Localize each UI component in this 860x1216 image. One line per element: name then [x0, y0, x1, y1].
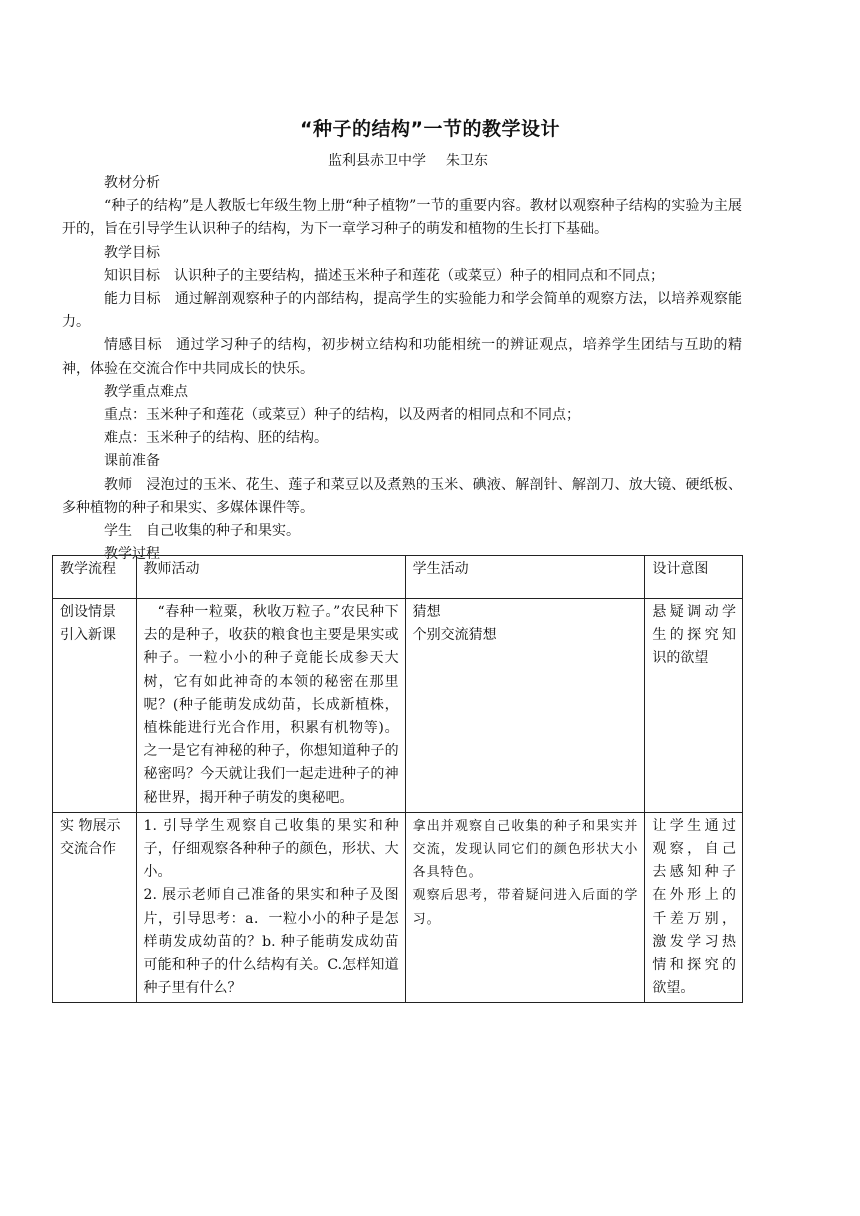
header-flow: 教学流程 [53, 556, 137, 599]
cell-teacher [136, 812, 405, 1003]
teacher-text-1: 1. 引导学生观察自己收集的果实和种子，仔细观察各种种子的颜色，形状、大小。 [143, 817, 399, 881]
cell-flow: 创设情景引入新课 [53, 599, 137, 813]
student-text-2: 观察后思考，带着疑问进入后面的学习。 [412, 888, 639, 927]
goal-ability [62, 288, 742, 334]
cell-student [405, 812, 645, 1003]
header-intent: 设计意图 [645, 556, 743, 599]
cell-student [405, 599, 645, 813]
analysis-paragraph: “种子的结构”是人教版七年级生物上册“种子植物”一节的重要内容。教材以观察种子结构的实验为主展开的，旨在引导学生认识种子的结构，为下一章学习种子的萌发和植物的生长打下基础。 [62, 198, 742, 238]
section-heading-keypoints: 教学重点难点 [104, 383, 188, 400]
student-text-2: 个别交流猜想 [412, 627, 497, 644]
teacher-text: “春种一粒粟，秋收万粒子。”农民种下去的是种子，收获的粮食也主要是果实或种子。一粒小小的种子竟能长成参天大树，它有如此神奇的本领的秘密在那里呢？(种子能萌发成幼苗，长成新植株，植株能进行光合作用，积累有机物等)。之一是它有神秘的种子，你想知道种子的秘密吗？今天就让我们一起走进种子的神秘世界，揭开种子萌发的奥秘吧。 [143, 604, 399, 806]
goal-emotion-text: 通过学习种子的结构，初步树立结构和功能相统一的辨证观点，培养学生团结与互助的精神，体验在交流合作中共同成长的快乐。 [62, 337, 743, 377]
student-text-1: 猜想 [412, 604, 441, 620]
table-row [53, 599, 743, 813]
prep-teacher-text: 浸泡过的玉米、花生、莲子和菜豆以及煮熟的玉米、碘液、解剖针、解剖刀、放大镜、硬纸板、多种植物的种子和果实、多媒体课件等。 [62, 476, 743, 516]
section-heading-goals: 教学目标 [104, 244, 160, 261]
cell-flow: 实 物展示交流合作 [53, 812, 137, 1003]
goal-ability-text: 通过解剖观察种子的内部结构，提高学生的实验能力和学会简单的观察方法，以培养观察能力。 [62, 291, 743, 331]
table-row [53, 812, 743, 1003]
table-header-row [53, 556, 743, 599]
cell-teacher [136, 599, 405, 813]
goal-knowledge [62, 265, 742, 288]
section-heading-process: 教学过程 [104, 546, 160, 563]
prep-student-label: 学生 [104, 523, 132, 540]
goal-emotion-label: 情感目标 [104, 337, 163, 354]
page-title: “种子的结构”一节的教学设计 [300, 118, 560, 140]
process-table [52, 555, 743, 1003]
keypoint-paragraph: 重点：玉米种子和莲花（或菜豆）种子的结构，以及两者的相同点和不同点； [104, 407, 580, 424]
student-text-1: 拿出并观察自己收集的种子和果实并交流，发现认同它们的颜色形状大小各具特色。 [412, 818, 639, 881]
goal-emotion [62, 334, 742, 380]
header-student: 学生活动 [405, 556, 645, 599]
difficulty-paragraph: 难点：玉米种子的结构、胚的结构。 [104, 430, 328, 447]
document-body [62, 172, 742, 566]
header-teacher: 教师活动 [136, 556, 405, 599]
goal-knowledge-label: 知识目标 [104, 267, 160, 284]
goal-ability-label: 能力目标 [104, 291, 161, 308]
section-heading-analysis: 教材分析 [104, 175, 160, 191]
teacher-text-2: 2. 展示老师自己准备的果实和种子及图片，引导思考：a．一粒小小的种子是怎样萌发成幼苗的？b. 种子能萌发成幼苗可能和种子的什么结构有关。C.怎样知道种子里有什么？ [143, 887, 399, 997]
author-line [0, 150, 816, 170]
prep-student [62, 520, 742, 543]
prep-teacher [62, 474, 742, 520]
prep-student-text: 自己收集的种子和果实。 [146, 523, 300, 540]
author-school: 监利县赤卫中学 [328, 153, 426, 169]
cell-intent: 悬疑调动学生的探究知识的欲望 [645, 599, 743, 813]
prep-teacher-label: 教师 [104, 476, 133, 493]
goal-knowledge-text: 认识种子的主要结构，描述玉米种子和莲花（或菜豆）种子的相同点和不同点； [174, 267, 664, 284]
section-heading-prep: 课前准备 [104, 453, 160, 470]
author-name: 朱卫东 [446, 153, 488, 169]
cell-intent: 让学生通过观察，自己去感知种子在外形上的千差万别，激发学习热情和探究的欲望。 [645, 812, 743, 1003]
